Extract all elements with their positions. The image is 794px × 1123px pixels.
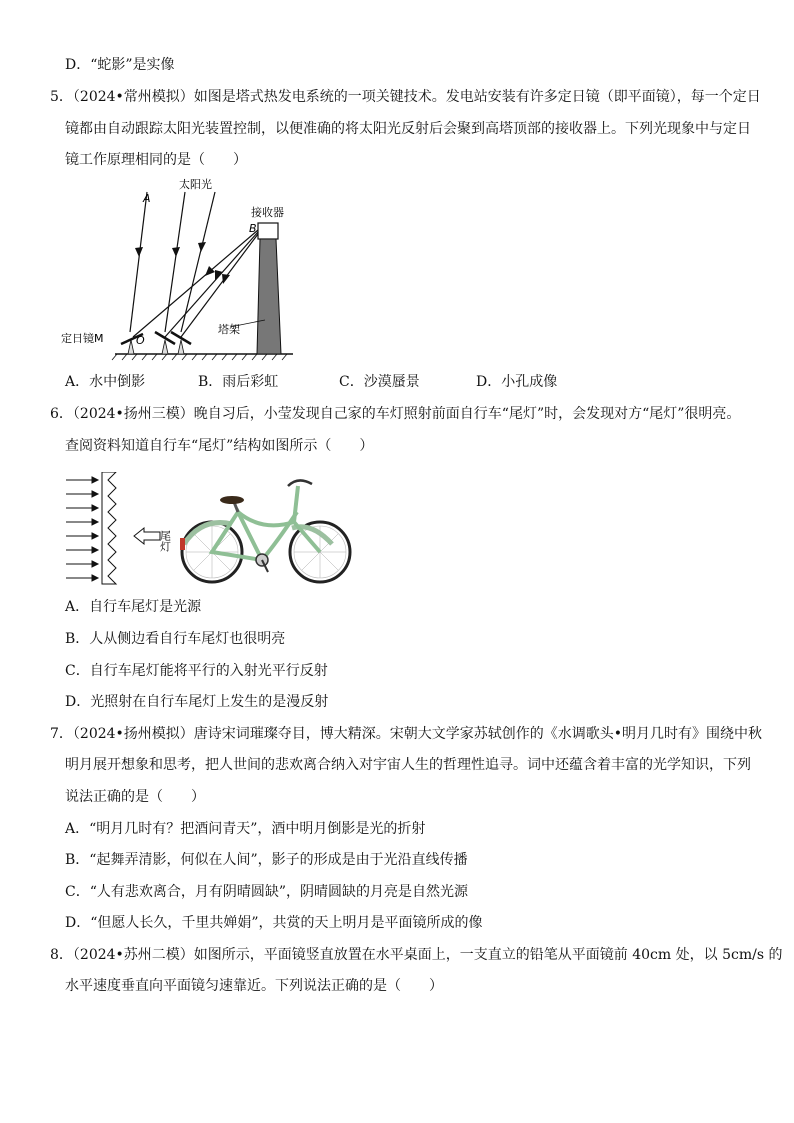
label-sunlight: 太阳光 [179,178,212,191]
label-b: B [249,222,257,235]
q5-stem-line2: 镜都由自动跟踪太阳光装置控制，以便准确的将太阳光反射后会聚到高塔顶部的接收器上。下列光现象中与定日 [65,121,751,137]
q5-solar-tower-figure [55,172,315,364]
q6-stem-line1: 6．（2024•扬州三模）晚自习后，小莹发现自己家的车灯照射前面自行车“尾灯”时，会发现对方“尾灯”很明亮。 [50,406,741,422]
taillight-reflector [102,472,116,584]
bicycle-illustration [180,480,350,582]
q5-stem-line1: 5．（2024•常州模拟）如图是塔式热发电系统的一项关键技术。发电站安装有许多定日镜（即平面镜），每一个定日 [50,89,761,105]
q8-stem-line1: 8．（2024•苏州二模）如图所示，平面镜竖直放置在水平桌面上，一支直立的铅笔从平面镜前 40cm 处，以 5cm/s 的 [50,947,783,963]
q7-option-d[interactable]: D．“但愿人长久，千里共婵娟”，共赏的天上明月是平面镜所成的像 [65,915,483,931]
q8-stem-line2: 水平速度垂直向平面镜匀速靠近。下列说法正确的是（ ） [65,978,443,994]
receiver-box [258,223,278,239]
q7-option-c[interactable]: C．“人有悲欢离合，月有阴晴圆缺”，阴晴圆缺的月亮是自然光源 [65,884,469,900]
q7-stem-line2: 明月展开想象和思考，把人世间的悲欢离合纳入对宇宙人生的哲理性追寻。词中还蕴含着丰富的光学知识，下列 [65,757,751,773]
q7-stem-line1: 7．（2024•扬州模拟）唐诗宋词璀璨夺目，博大精深。宋朝大文学家苏轼创作的《水调歌头•明月几时有》围绕中秋 [50,726,763,742]
q5-option-d[interactable]: D．小孔成像 [476,374,558,390]
q7-stem-line3: 说法正确的是（ ） [65,789,205,805]
incident-parallel-rays [66,477,98,581]
q4-option-d: D．“蛇影”是实像 [65,57,175,73]
q6-option-b[interactable]: B．人从侧边看自行车尾灯也很明亮 [65,631,286,647]
sun-ray-a [130,192,147,332]
q6-stem-line2: 查阅资料知道自行车“尾灯”结构如图所示（ ） [65,438,374,454]
label-tower: 塔架 [218,323,240,336]
hollow-arrow-icon [134,528,160,544]
label-taillight: 尾灯 [158,530,172,552]
sun-ray-3 [181,192,215,332]
tower-body [257,239,281,354]
reflected-ray-1 [133,230,258,337]
heliostat-mirror-2 [155,332,175,354]
q5-stem-line3: 镜工作原理相同的是（ ） [65,152,247,168]
q7-option-b[interactable]: B．“起舞弄清影，何似在人间”，影子的形成是由于光沿直线传播 [65,852,468,868]
sun-ray-2 [165,192,185,332]
q6-option-c[interactable]: C．自行车尾灯能将平行的入射光平行反射 [65,663,328,679]
q6-option-d[interactable]: D．光照射在自行车尾灯上发生的是漫反射 [65,694,329,710]
label-a: A [143,192,151,205]
label-mirror-m: 定日镜M [61,332,104,345]
q6-option-a[interactable]: A．自行车尾灯是光源 [65,599,202,615]
q5-option-c[interactable]: C．沙漠蜃景 [339,374,420,390]
label-o: O [136,334,145,347]
q6-taillight-figure [62,472,358,586]
label-receiver: 接收器 [251,206,284,219]
q7-option-a[interactable]: A．“明月几时有？把酒问青天”，酒中明月倒影是光的折射 [65,821,426,837]
q5-option-a[interactable]: A．水中倒影 [65,374,146,390]
q5-option-b[interactable]: B．雨后彩虹 [198,374,279,390]
